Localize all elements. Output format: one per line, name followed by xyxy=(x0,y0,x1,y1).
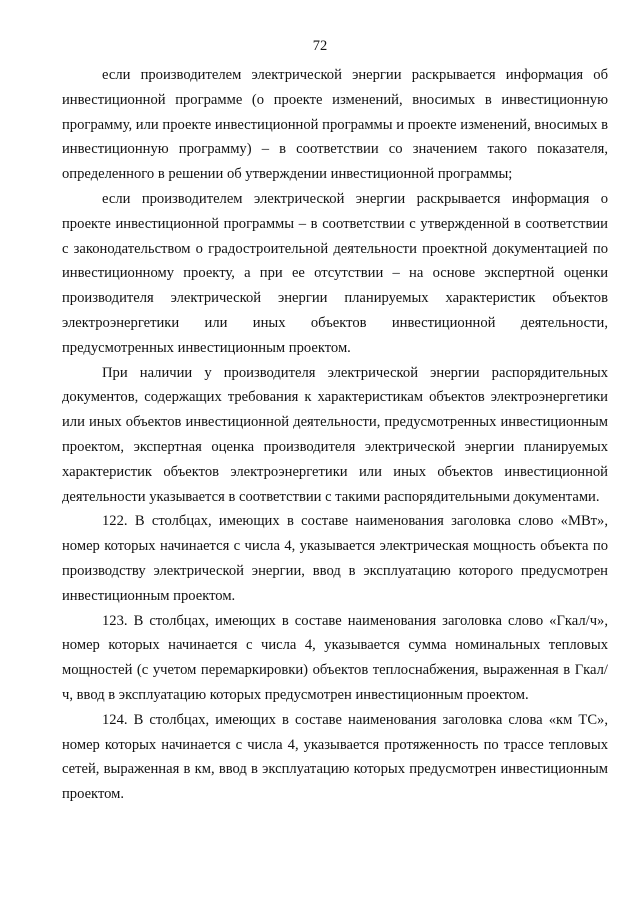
document-body xyxy=(62,63,608,807)
paragraph-regulatory-documents: При наличии у производителя электрической энергии распорядительных документов, содержащих требования к характеристикам объектов электроэнергетики или иных объектов инвестиционной деятельности, предусмотренных инвестиционным проектом, экспертная оценка производителя электрической энергии планируемых характеристик объектов электроэнергетики или иных объектов инвестиционной деятельности указывается в соответствии с такими распорядительными документами. xyxy=(62,364,608,505)
paragraph-investment-project-draft: если производителем электрической энергии раскрывается информация о проекте инвестиционной программы – в соответствии с утвержденной в соответствии с законодательством о градостроительной деятельности проектной документацией по инвестиционному проекту, а при ее отсутствии – на основе экспертной оценки производителя электрической энергии планируемых характеристик объектов электроэнергетики или иных объектов инвестиционной деятельности, предусмотренных инвестиционным проектом. xyxy=(62,190,608,356)
paragraph-investment-program: если производителем электрической энергии раскрывается информация об инвестиционной программе (о проекте изменений, вносимых в инвестиционную программу, или проекте инвестиционной программы и проекте изменений, вносимых в инвестиционную программу) – в соответствии со значением такого показателя, определенного в решении об утверждении инвестиционной программы; xyxy=(62,67,608,183)
paragraph-123-gcal-columns: 123. В столбцах, имеющих в составе наименования заголовка слово «Гкал/ч», номер которых начинается с числа 4, указывается сумма номинальных тепловых мощностей (с учетом перемаркировки) объектов теплоснабжения, выраженная в Гкал/ч, ввод в эксплуатацию которых предусмотрен инвестиционным проектом. xyxy=(62,612,608,703)
page-number: 72 xyxy=(312,38,328,54)
paragraph-124-km-heat-networks: 124. В столбцах, имеющих в составе наименования заголовка слова «км ТС», номер которых начинается с числа 4, указывается протяженность по трассе тепловых сетей, выраженная в км, ввод в эксплуатацию которых предусмотрен инвестиционным проектом. xyxy=(62,711,608,803)
paragraph-122-mw-columns: 122. В столбцах, имеющих в составе наименования заголовка слово «МВт», номер которых начинается с числа 4, указывается электрическая мощность объекта по производству электрической энергии, ввод в эксплуатацию которого предусмотрен инвестиционным проектом. xyxy=(62,513,608,604)
